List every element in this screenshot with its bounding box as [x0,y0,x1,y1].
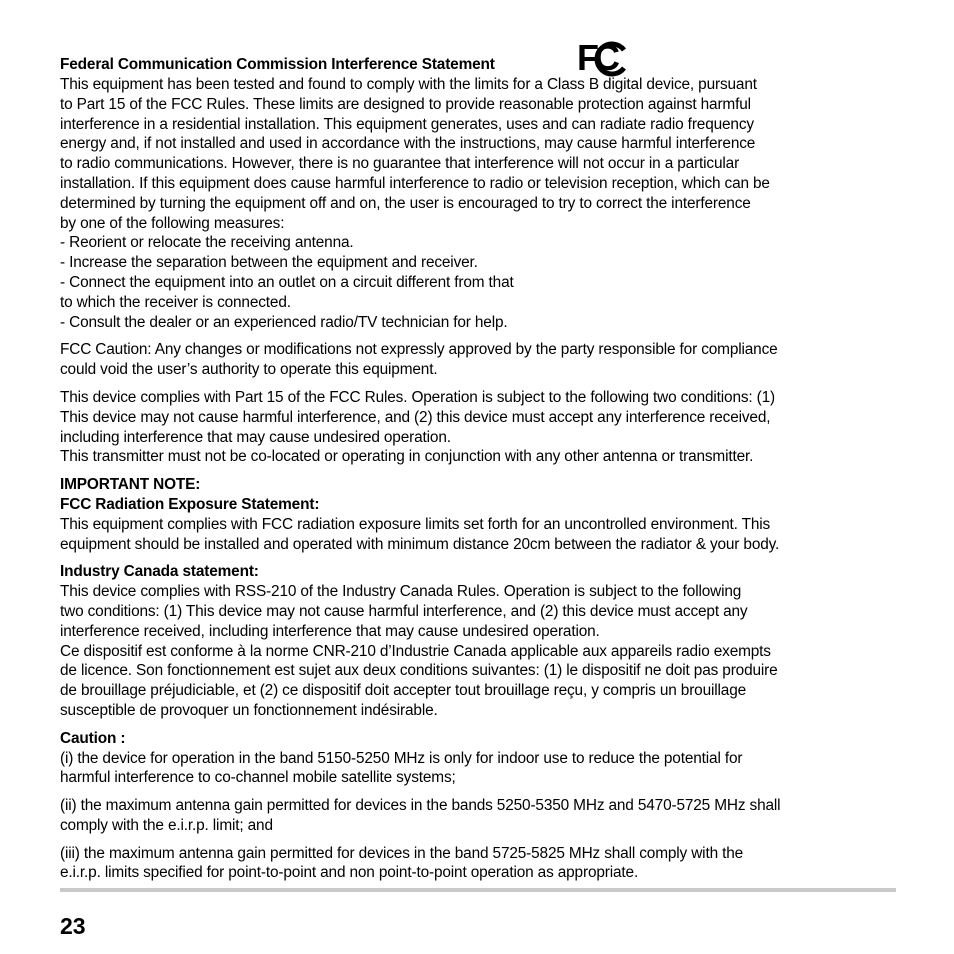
caution-item-1: (i) the device for operation in the band 5150-5250 MHz is only for indoor use to reduce the potential for [60,749,743,767]
text-line: determined by turning the equipment off and on, the user is encouraged to try to correct the interference [60,194,751,212]
text-line: This transmitter must not be co-located or operating in conjunction with any other antenna or transmitter. [60,448,754,466]
text-line: equipment should be installed and operated with minimum distance 20cm between the radiator & your body. [60,535,780,553]
text-line: including interference that may cause undesired operation. [60,428,451,446]
text-line: de licence. Son fonctionnement est sujet aux deux conditions suivantes: (1) le dispositif ne doit pas produire [60,662,778,680]
measure-item: to which the receiver is connected. [60,293,291,311]
measure-item: - Consult the dealer or an experienced radio/TV technician for help. [60,313,508,331]
caution-item-3: (iii) the maximum antenna gain permitted for devices in the band 5725-5825 MHz shall comply with the [60,844,744,862]
radiation-exposure-title: FCC Radiation Exposure Statement: [60,495,320,513]
text-line: Ce dispositif est conforme à la norme CNR-210 d’Industrie Canada applicable aux appareils radio exempts [60,642,771,660]
text-line: by one of the following measures: [60,214,285,232]
measure-item: - Connect the equipment into an outlet on a circuit different from that [60,273,514,291]
footer-divider [60,888,896,892]
caution-item-2-cont: comply with the e.i.r.p. limit; and [60,816,273,834]
text-line: installation. If this equipment does cause harmful interference to radio or television reception, which can be [60,174,770,192]
important-note-label: IMPORTANT NOTE: [60,476,201,494]
svg-text:FC: FC [577,37,615,78]
caution-item-3-cont: e.i.r.p. limits specified for point-to-point and non point-to-point operation as appropriate. [60,864,639,882]
text-line: to radio communications. However, there is no guarantee that interference will not occur in a particular [60,155,740,173]
text-line: interference received, including interference that may cause undesired operation. [60,622,600,640]
text-line: two conditions: (1) This device may not cause harmful interference, and (2) this device must accept any [60,602,748,620]
caution-item-1-cont: harmful interference to co-channel mobile satellite systems; [60,769,456,787]
fcc-statement-body [60,75,906,332]
text-line: This device may not cause harmful interference, and (2) this device must accept any interference received, [60,408,771,426]
industry-canada-section [60,562,906,720]
measure-item: - Reorient or relocate the receiving antenna. [60,234,354,252]
caution-title: Caution : [60,729,126,747]
text-line: could void the user’s authority to operate this equipment. [60,361,438,379]
industry-canada-title: Industry Canada statement: [60,563,259,581]
text-line: interference in a residential installation. This equipment generates, uses and can radiate radio frequency [60,115,754,133]
text-line: This device complies with RSS-210 of the Industry Canada Rules. Operation is subject to the following [60,583,742,601]
fcc-statement-title: Federal Communication Commission Interference Statement [60,56,495,73]
fcc-heading-row [60,37,906,78]
text-line: susceptible de provoquer un fonctionnement indésirable. [60,701,438,719]
text-line: to Part 15 of the FCC Rules. These limits are designed to provide reasonable protection against harmful [60,95,751,113]
fcc-caution-paragraph [60,340,906,380]
text-line: This equipment has been tested and found to comply with the limits for a Class B digital device, pursuant [60,76,757,93]
document-page [60,37,906,883]
text-line: de brouillage préjudiciable, et (2) ce dispositif doit accepter tout brouillage reçu, y compris un brouillage [60,682,747,700]
text-line: FCC Caution: Any changes or modifications not expressly approved by the party responsible for compliance [60,341,778,359]
caution-item-2: (ii) the maximum antenna gain permitted for devices in the bands 5250-5350 MHz and 5470-5725 MHz shall [60,797,781,815]
measure-item: - Increase the separation between the equipment and receiver. [60,254,478,272]
page-number: 23 [60,913,86,939]
text-line: energy and, if not installed and used in accordance with the instructions, may cause harmful interference [60,135,756,153]
fcc-logo-icon [576,37,628,79]
caution-section [60,729,906,884]
part15-paragraph [60,388,906,467]
text-line: This device complies with Part 15 of the FCC Rules. Operation is subject to the following two conditions: (1) [60,388,776,406]
text-line: This equipment complies with FCC radiation exposure limits set forth for an uncontrolled environment. This [60,515,771,533]
important-note-section [60,475,906,554]
